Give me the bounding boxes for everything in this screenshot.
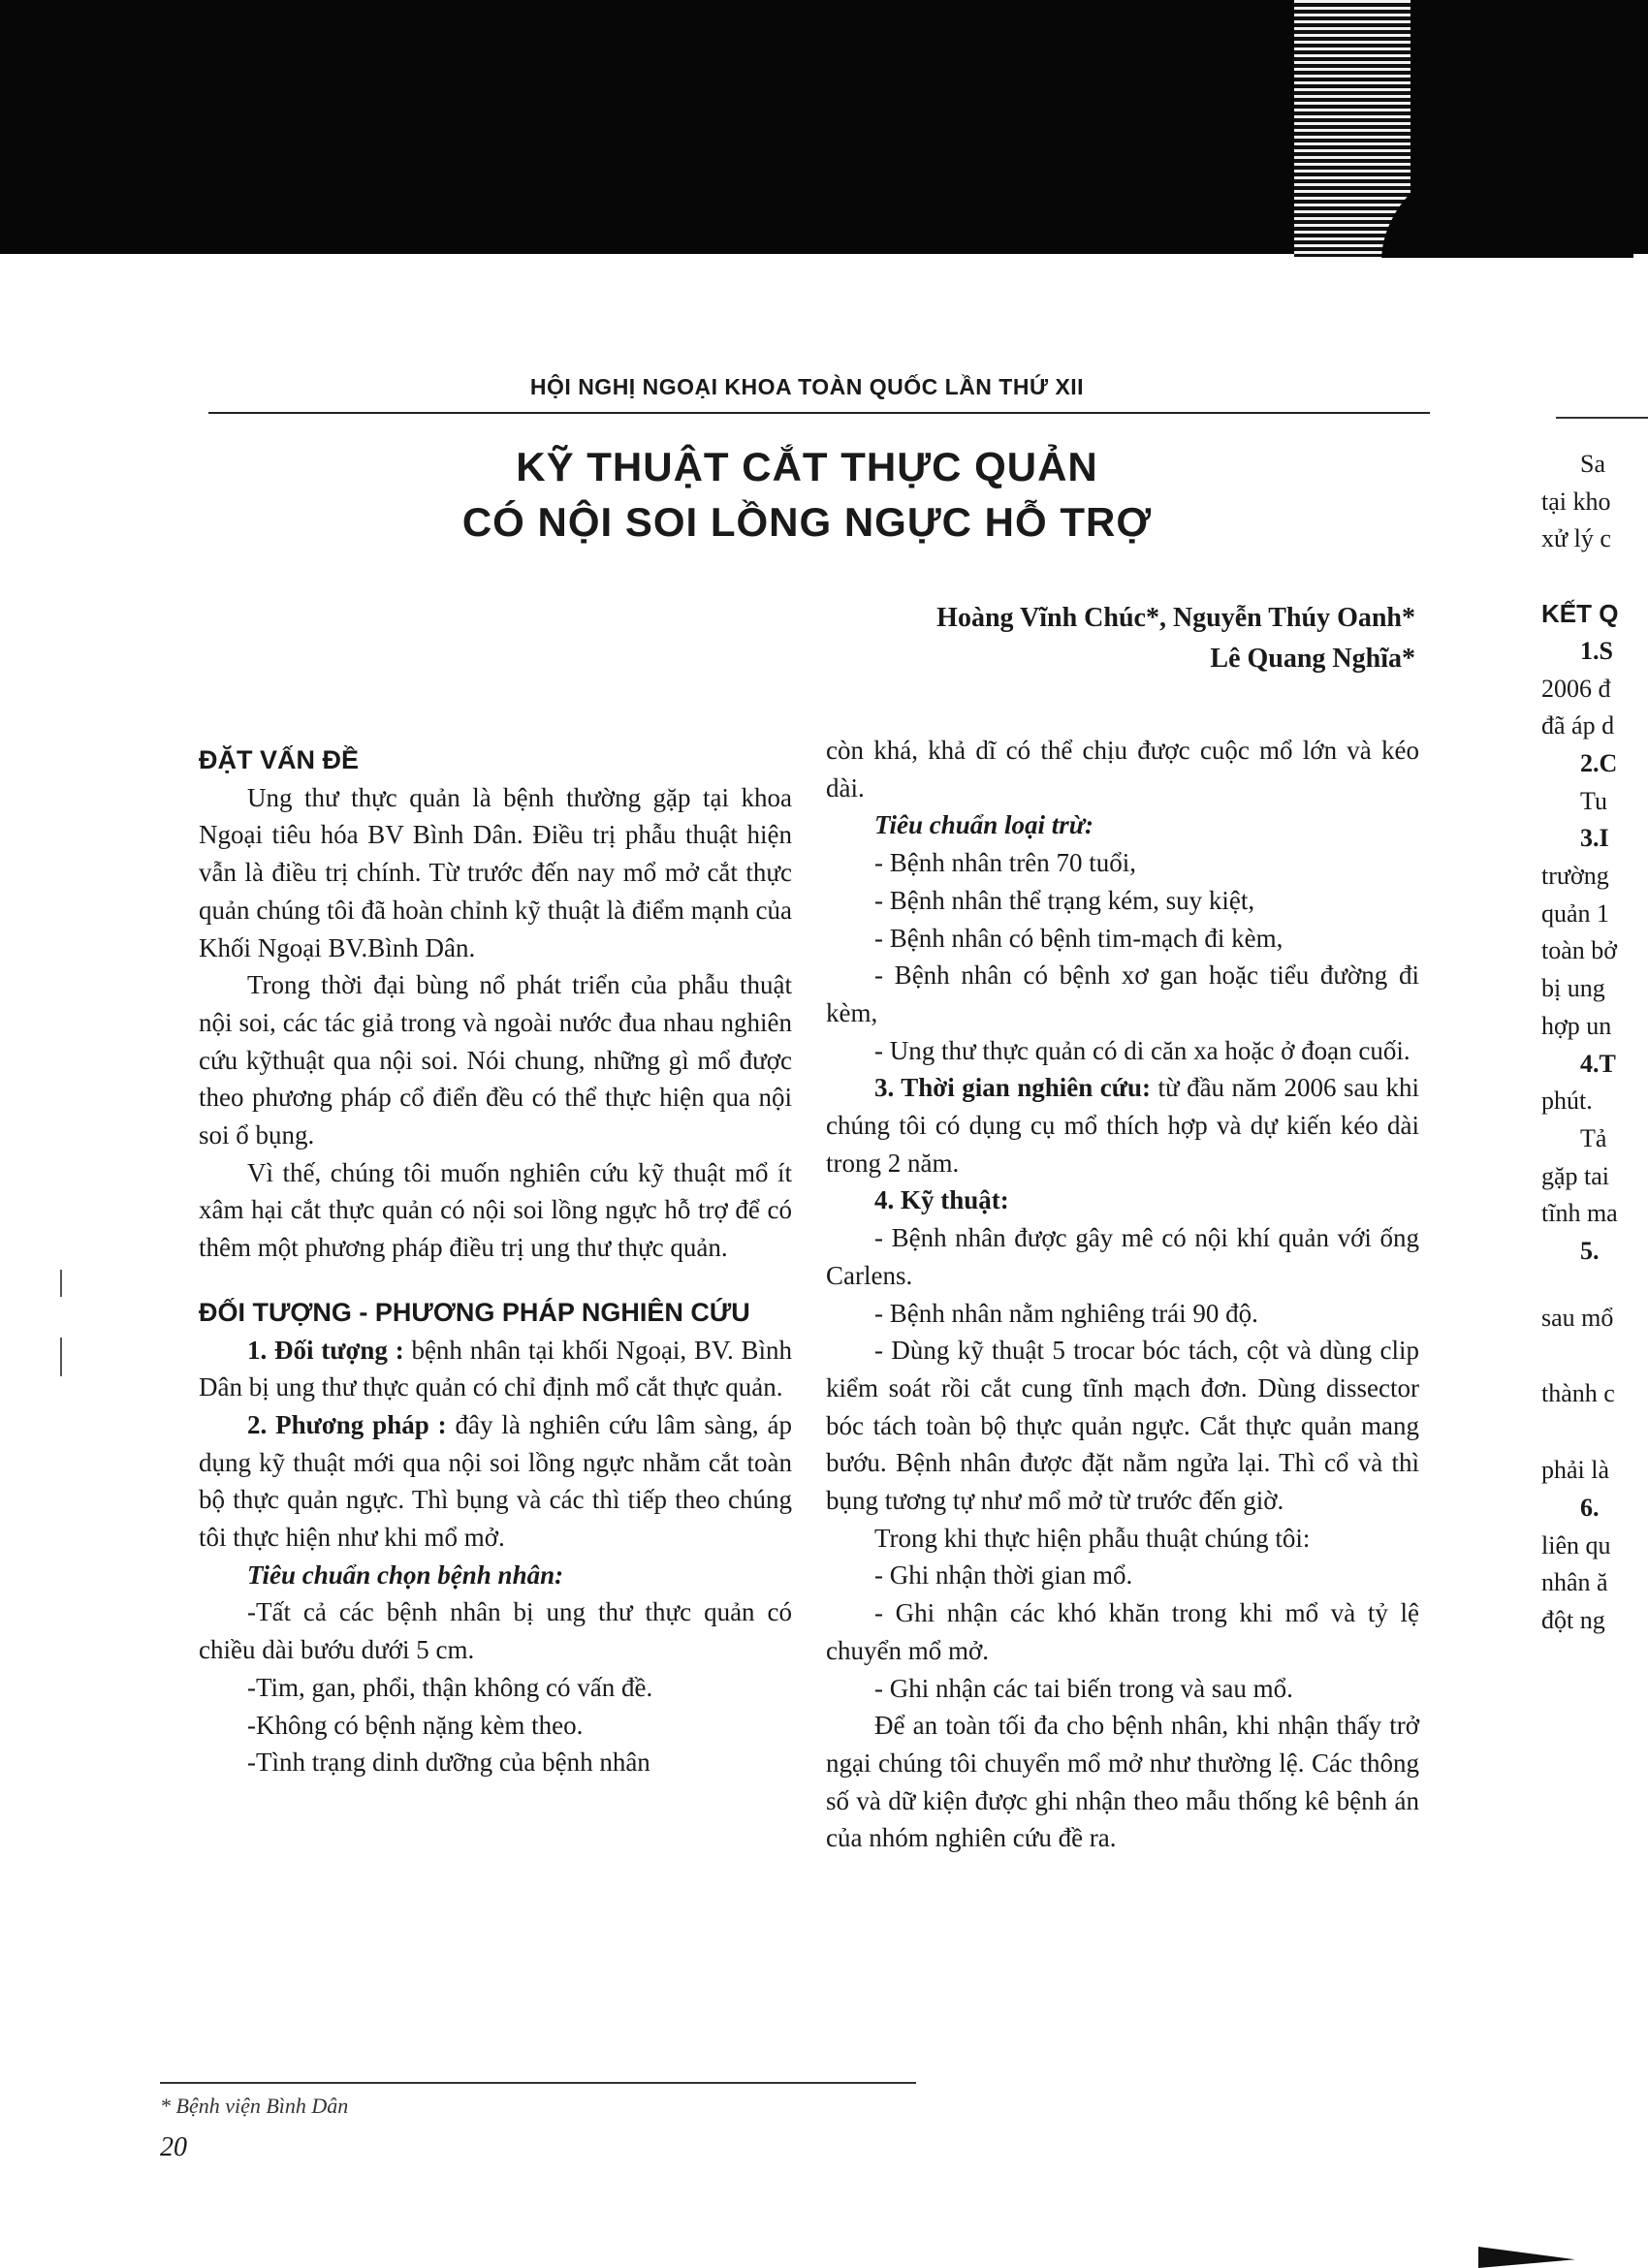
edge-text: trường (1541, 862, 1609, 891)
paragraph-duration (826, 1069, 1419, 1181)
paragraph: Trong khi thực hiện phẫu thuật chúng tôi: (874, 1523, 1311, 1553)
text: đây là nghiên cứu lâm sàng, áp dụng kỹ thuật mới qua nội soi lồng ngực nhằm cắt toàn bộ thực quản ngực. Thì bụng và các thì tiếp theo chúng tôi thực hiện như khi mổ mở. (199, 1409, 792, 1553)
page-number: 20 (160, 2132, 187, 2162)
edge-text: Sa (1580, 450, 1605, 478)
label: 1. Đối tượng : (247, 1335, 404, 1365)
label: 3. Thời gian nghiên cứu: (874, 1073, 1151, 1103)
scan-mark (60, 1338, 62, 1376)
edge-text: 3.I (1580, 824, 1609, 853)
footnote-rule (160, 2082, 916, 2084)
list-item: - Bệnh nhân có bệnh xơ gan hoặc tiểu đường đi kèm, (826, 961, 1419, 1027)
edge-text: 4.T (1580, 1049, 1616, 1078)
list-item: - Ghi nhận thời gian mổ. (874, 1560, 1133, 1591)
list-item: - Bệnh nhân được gây mê có nội khí quản với ống Carlens. (826, 1223, 1419, 1290)
edge-text: 1.S (1580, 636, 1613, 665)
paragraph-subjects (199, 1332, 792, 1406)
edge-text: xử lý c (1541, 524, 1611, 553)
edge-text: Tu (1580, 786, 1607, 815)
left-column (199, 741, 792, 1781)
list-item: - Bệnh nhân trên 70 tuổi, (874, 848, 1136, 878)
edge-text: bị ung (1541, 974, 1605, 1003)
label: 4. Kỹ thuật: (874, 1185, 1009, 1215)
conference-header: HỘI NGHỊ NGOẠI KHOA TOÀN QUỐC LẦN THỨ XII (529, 374, 1085, 399)
title-line-2: CÓ NỘI SOI LỒNG NGỰC HỖ TRỢ (461, 499, 1153, 545)
list-item: - Bệnh nhân thể trạng kém, suy kiệt, (874, 885, 1255, 915)
edge-text: gặp tai (1541, 1161, 1610, 1190)
section-heading-intro: ĐẶT VẤN ĐỀ (199, 745, 360, 774)
edge-text: hợp un (1541, 1011, 1612, 1040)
next-page-edge (1541, 446, 1648, 1640)
edge-text: phải là (1541, 1456, 1610, 1485)
title-line-1: KỸ THUẬT CẮT THỰC QUẢN (516, 444, 1098, 489)
edge-text: tĩnh ma (1541, 1199, 1618, 1228)
authors-line-1: Hoàng Vĩnh Chúc*, Nguyễn Thúy Oanh* (936, 603, 1415, 633)
edge-heading: KẾT Q (1541, 599, 1619, 629)
next-page-rule (1556, 417, 1648, 419)
right-column (826, 732, 1419, 1857)
scan-mark (60, 1270, 62, 1297)
edge-text: 6. (1580, 1493, 1600, 1522)
footnote: * Bệnh viện Bình Dân (160, 2094, 349, 2118)
label: 2. Phương pháp : (247, 1409, 447, 1439)
edge-text: đột ng (1541, 1605, 1605, 1634)
edge-text: tại kho (1541, 487, 1611, 516)
edge-text: 5. (1580, 1237, 1600, 1266)
list-item: -Tình trạng dinh dưỡng của bệnh nhân (247, 1748, 650, 1778)
list-item: - Bệnh nhân có bệnh tim-mạch đi kèm, (874, 923, 1284, 953)
edge-text: 2.C (1580, 748, 1618, 777)
subheading-inclusion: Tiêu chuẩn chọn bệnh nhân: (247, 1559, 564, 1590)
list-item: -Không có bệnh nặng kèm theo. (247, 1710, 584, 1740)
text: từ đầu năm 2006 sau khi chúng tôi có dụng cụ mổ thích hợp và dự kiến kéo dài trong 2 năm. (826, 1073, 1419, 1178)
list-item: -Tất cả các bệnh nhân bị ung thư thực quản có chiều dài bướu dưới 5 cm. (199, 1597, 792, 1665)
edge-text: thành c (1541, 1379, 1615, 1408)
list-item: - Bệnh nhân nằm nghiêng trái 90 độ. (874, 1298, 1258, 1328)
paragraph: Để an toàn tối đa cho bệnh nhân, khi nhận thấy trở ngại chúng tôi chuyển mổ mở như thường lệ. Các thông số và dữ kiện được ghi nhận theo mẫu thống kê bệnh án của nhóm nghiên cứu đề ra. (826, 1711, 1419, 1853)
list-item: - Ung thư thực quản có di căn xa hoặc ở đoạn cuối. (874, 1035, 1410, 1065)
paragraph-method (199, 1406, 792, 1557)
edge-text: Tả (1580, 1123, 1607, 1152)
authors-line-2: Lê Quang Nghĩa* (1210, 644, 1415, 674)
edge-text: quản 1 (1541, 898, 1610, 928)
edge-text: đã áp d (1541, 711, 1615, 740)
paragraph: Ung thư thực quản là bệnh thường gặp tại khoa Ngoại tiêu hóa BV Bình Dân. Điều trị phẫu thuật hiện vẫn là điều trị chính. Từ trước đến nay mổ mở cắt thực quản chúng tôi đã hoàn chỉnh kỹ thuật là điểm mạnh của Khối Ngoại BV.Bình Dân. (199, 782, 792, 962)
section-heading-methods: ĐỐI TƯỢNG - PHƯƠNG PHÁP NGHIÊN CỨU (199, 1297, 750, 1327)
list-item: -Tim, gan, phổi, thận không có vấn đề. (247, 1672, 653, 1702)
paragraph: Trong thời đại bùng nổ phát triển của phẫu thuật nội soi, các tác giả trong và ngoài nước đua nhau nghiên cứu kỹthuật qua nội soi. Nói chung, những gì mổ được theo phương pháp cổ điển đều có thể thực hiện qua nội soi ổ bụng. (199, 970, 792, 1150)
subheading-exclusion: Tiêu chuẩn loại trừ: (874, 810, 1093, 840)
edge-text: 2006 đ (1541, 674, 1611, 703)
paragraph: Vì thế, chúng tôi muốn nghiên cứu kỹ thuật mổ ít xâm hại cắt thực quản có nội soi lồng ngực hỗ trợ để có thêm một phương pháp điều trị ung thư thực quản. (199, 1157, 792, 1263)
paragraph: còn khá, khả dĩ có thể chịu được cuộc mổ lớn và kéo dài. (826, 736, 1419, 803)
edge-text: phút. (1541, 1087, 1593, 1116)
header-rule (208, 412, 1430, 414)
list-item: - Ghi nhận các khó khăn trong khi mổ và tỷ lệ chuyển mổ mở. (826, 1598, 1419, 1665)
edge-text: toàn bở (1541, 936, 1618, 965)
list-item: - Ghi nhận các tai biến trong và sau mổ. (874, 1673, 1293, 1703)
text: bệnh nhân tại khối Ngoại, BV. Bình Dân bị ung thư thực quản có chỉ định mổ cắt thực quản. (199, 1335, 792, 1402)
edge-text: sau mổ (1541, 1303, 1614, 1332)
edge-text: liên qu (1541, 1530, 1611, 1559)
edge-text: nhân ă (1541, 1568, 1608, 1597)
heading-technique (826, 1181, 1419, 1219)
list-item: - Dùng kỹ thuật 5 trocar bóc tách, cột và dùng clip kiểm soát rồi cắt cung tĩnh mạch đơn. Dùng dissector bóc tách toàn bộ thực quản ngực. Cắt thực quản mang bướu. Bệnh nhân được đặt nằm ngửa lại. Thì cổ và thì bụng tương tự như mổ mở từ trước đến giờ. (826, 1336, 1419, 1516)
